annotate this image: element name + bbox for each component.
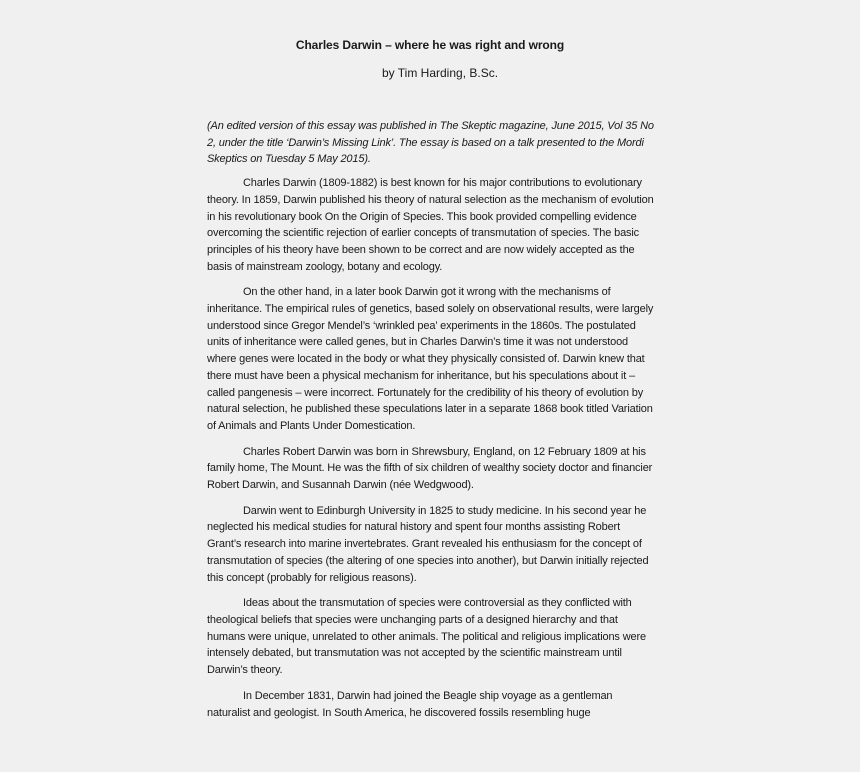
paragraph-2: On the other hand, in a later book Darwin got it wrong with the mechanisms of inheritance. The empirical rules of genetics, based solely on observational results, were largely understood since Gregor Mendel’s ‘wrinkled pea’ experiments in the 1860s. The postulated units of inheritance were called genes, but in Charles Darwin’s time it was not understood where genes were located in the body or what they physically consisted of. Darwin knew that there must have been a physical mechanism for inheritance, but his speculations about it – called pangenesis – were incorrect. Fortunately for the credibility of his theory of evolution by natural selection, he published these speculations later in a separate 1868 book titled Variation of Animals and Plants Under Domestication.	[207, 286, 654, 432]
paragraph-5: Ideas about the transmutation of species were controversial as they conflicted with theological beliefs that species were unchanging parts of a designed hierarchy and that humans were unique, unrelated to other animals. The political and religious implications were intensely debated, but transmutation was not accepted by the scientific mainstream until Darwin’s theory.	[207, 597, 646, 677]
paragraph-1: Charles Darwin (1809-1882) is best known for his major contributions to evolutionary theory. In 1859, Darwin published his theory of natural selection as the mechanism of evolution in his revolutionary book On the Origin of Species. This book provided compelling evidence overcoming the scientific rejection of earlier concepts of transmutation of species. The basic principles of his theory have been shown to be correct and are now widely accepted as the basis of mainstream zoology, botany and ecology.	[207, 177, 654, 273]
publication-note: (An edited version of this essay was published in The Skeptic magazine, June 2015, Vol 35 No 2, under the title ‘Darwin’s Missing Link’. The essay is based on a talk presented to the Mordi Skeptics on Tuesday 5 May 2015).	[207, 120, 654, 166]
paragraph-4: Darwin went to Edinburgh University in 1825 to study medicine. In his second year he neglected his medical studies for natural history and spent four months assisting Robert Grant’s research into marine invertebrates. Grant revealed his enthusiasm for the concept of transmutation of species (the altering of one species into another), but Darwin initially rejected this concept (probably for religious reasons).	[207, 504, 649, 584]
document-body	[207, 118, 655, 730]
paragraph-6: In December 1831, Darwin had joined the Beagle ship voyage as a gentleman naturalist and geologist. In South America, he discovered fossils resembling huge	[207, 689, 613, 719]
document-title: Charles Darwin – where he was right and wrong	[295, 38, 565, 52]
document-byline: by Tim Harding, B.Sc.	[382, 66, 499, 80]
paragraph-3: Charles Robert Darwin was born in Shrewsbury, England, on 12 February 1809 at his family home, The Mount. He was the fifth of six children of wealthy society doctor and financier Robert Darwin, and Susannah Darwin (née Wedgwood).	[207, 445, 653, 492]
